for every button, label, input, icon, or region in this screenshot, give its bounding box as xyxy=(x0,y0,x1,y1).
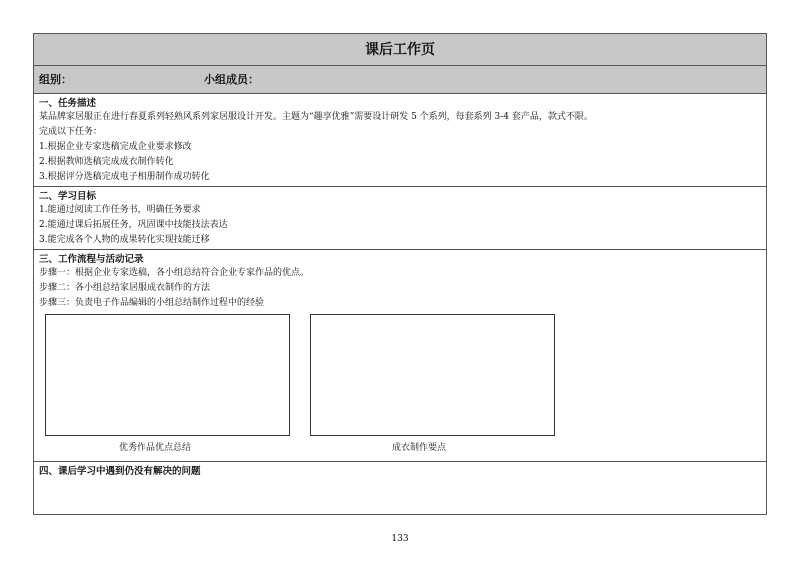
task-description-section xyxy=(34,94,766,187)
section-heading: 四、课后学习中遇到仍没有解决的问题 xyxy=(39,466,201,477)
page-title: 课后工作页 xyxy=(34,34,766,66)
text-line: 1.能通过阅读工作任务书，明确任务要求 xyxy=(39,205,201,215)
page-number: 133 xyxy=(391,534,409,544)
text-line: 步骤二：各小组总结家居服成衣制作的方法 xyxy=(39,283,211,293)
members-label: 小组成员： xyxy=(204,73,259,86)
section-heading: 三、工作流程与活动记录 xyxy=(39,254,144,265)
box-caption: 优秀作品优点总结 xyxy=(119,443,192,453)
group-label: 组别： xyxy=(39,73,72,86)
text-line: 3.根据评分选稿完成电子相册制作成功转化 xyxy=(39,172,210,182)
text-line: 3.能完成各个人物的成果转化实现技能迁移 xyxy=(39,235,210,245)
text-line: 步骤一：根据企业专家选稿，各小组总结符合企业专家作品的优点。 xyxy=(39,268,310,278)
summary-box-garment-points[interactable] xyxy=(310,314,555,436)
section-heading: 一、任务描述 xyxy=(39,98,97,109)
learning-goals-section xyxy=(34,187,766,250)
text-line: 1.根据企业专家选稿完成企业要求修改 xyxy=(39,142,192,152)
text-line: 2.根据教师选稿完成成衣制作转化 xyxy=(39,157,174,167)
unresolved-questions-section[interactable] xyxy=(34,462,766,514)
text-line: 2.能通过课后拓展任务，巩固课中技能技法表达 xyxy=(39,220,228,230)
box-caption: 成衣制作要点 xyxy=(392,443,447,453)
workflow-section xyxy=(34,250,766,462)
text-line: 完成以下任务： xyxy=(39,127,103,137)
summary-box-excellent-works[interactable] xyxy=(45,314,290,436)
text-line: 某品牌家居服正在进行春夏系列轻熟风系列家居服设计开发。主题为“趣享优雅”需要设计研发 5 个系列，每套系列 3-4 套产品，款式不限。 xyxy=(39,112,593,122)
section-heading: 二、学习目标 xyxy=(39,191,97,202)
group-info-row xyxy=(34,66,766,94)
worksheet-table xyxy=(33,33,767,515)
text-line: 步骤三：负责电子作品编辑的小组总结制作过程中的经验 xyxy=(39,298,265,308)
